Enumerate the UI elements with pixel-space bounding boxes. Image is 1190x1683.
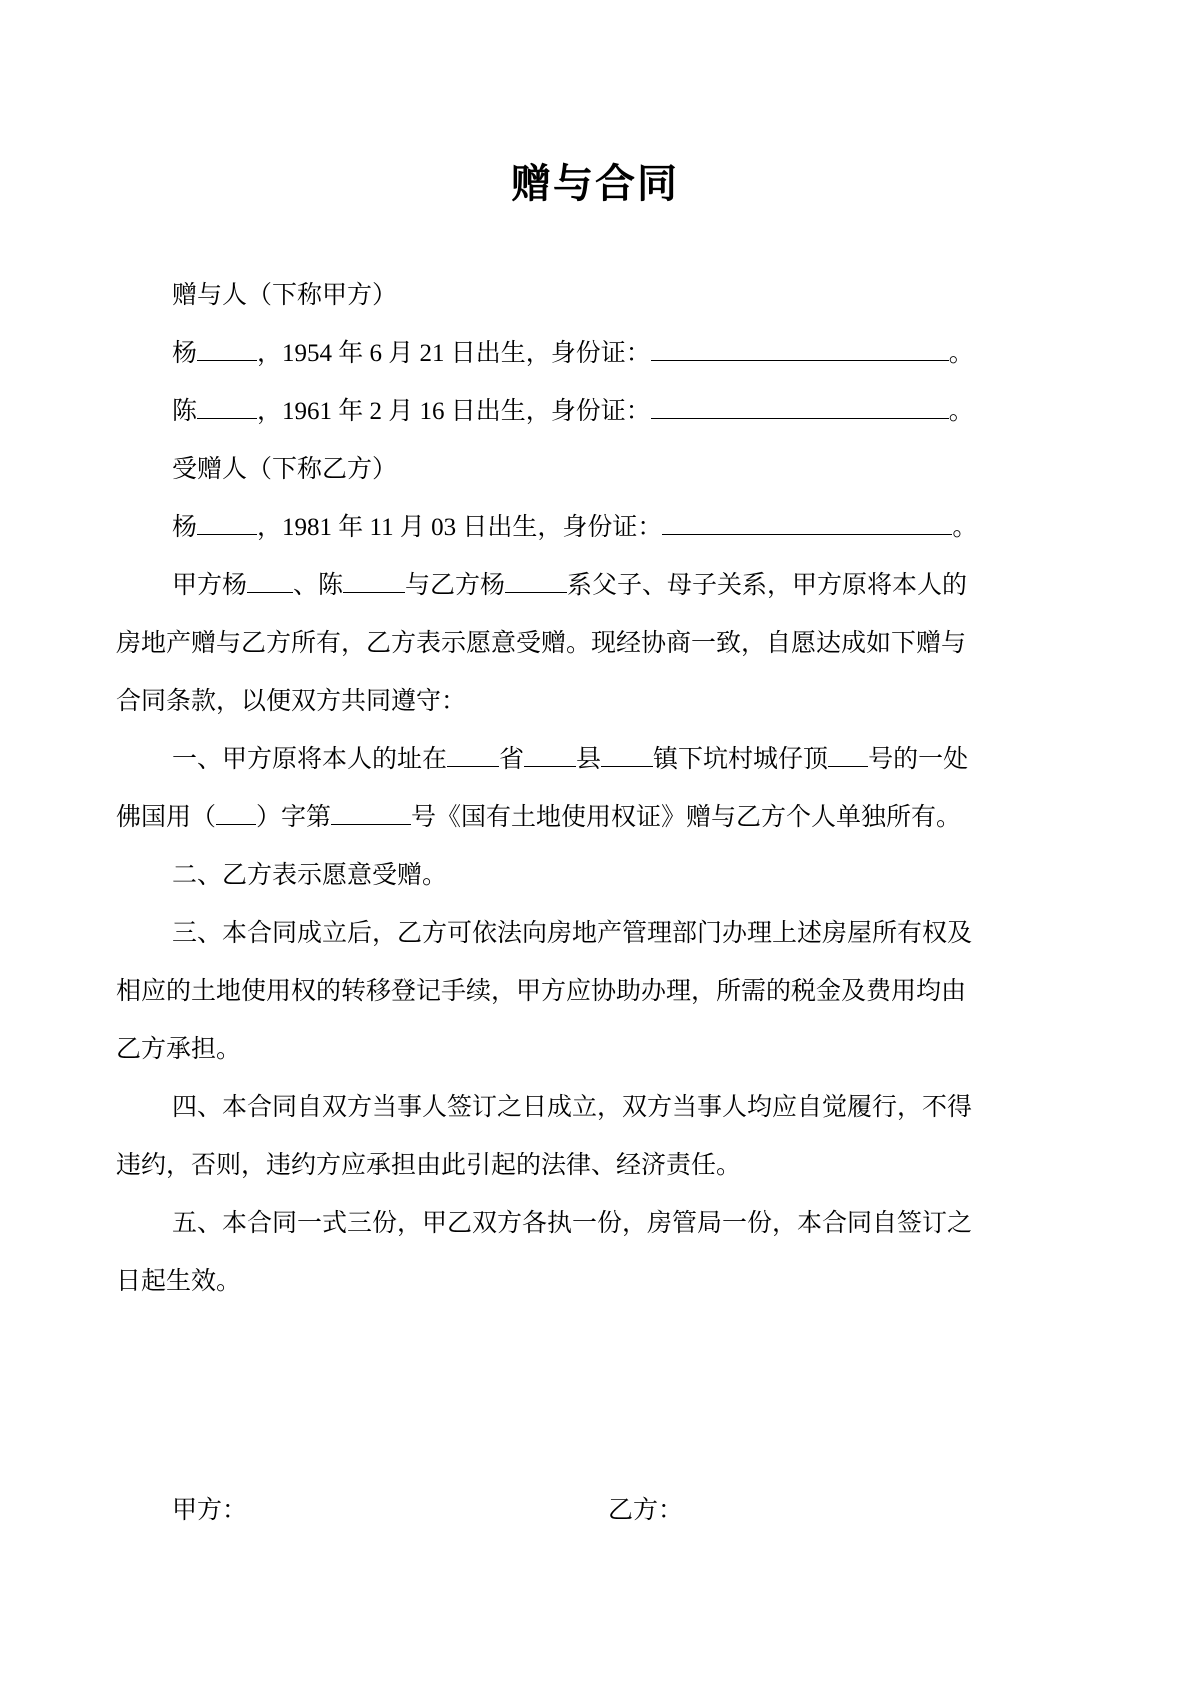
id-blank[interactable] xyxy=(662,512,952,535)
cert-number-blank[interactable] xyxy=(331,802,411,825)
clause2: 二、乙方表示愿意受赠。 xyxy=(172,862,448,889)
clause4-line-1: 四、本合同自双方当事人签订之日成立，双方当事人均应自觉履行，不得 xyxy=(172,1094,973,1121)
number-blank[interactable] xyxy=(828,744,868,767)
donor-header: 赠与人（下称甲方） xyxy=(172,282,398,309)
province-blank[interactable] xyxy=(447,744,499,767)
id-blank[interactable] xyxy=(651,396,949,419)
name-blank[interactable] xyxy=(197,512,257,535)
id-blank[interactable] xyxy=(651,338,949,361)
clause3-line-1: 三、本合同成立后，乙方可依法向房地产管理部门办理上述房屋所有权及 xyxy=(172,920,973,947)
clause3-line-3: 乙方承担。 xyxy=(116,1036,242,1063)
clause3-line-2: 相应的土地使用权的转移登记手续，甲方应协助办理，所需的税金及费用均由 xyxy=(116,978,967,1005)
clause5-line-1: 五、本合同一式三份，甲乙双方各执一份，房管局一份，本合同自签订之 xyxy=(172,1210,973,1237)
clause4-line-2: 违约，否则，违约方应承担由此引起的法律、经济责任。 xyxy=(116,1152,742,1179)
intro-line-3: 合同条款，以便双方共同遵守： xyxy=(116,688,467,715)
donor1-line: 杨 ，1954 年 6 月 21 日出生，身份证： 。 xyxy=(172,340,974,367)
donee-header: 受赠人（下称乙方） xyxy=(172,456,398,483)
signature-party-b: 乙方： xyxy=(608,1497,684,1524)
donor2-line: 陈 ，1961 年 2 月 16 日出生，身份证： 。 xyxy=(172,398,974,425)
year-blank[interactable] xyxy=(216,802,256,825)
document-title: 赠与合同 xyxy=(511,161,679,207)
donee1-line: 杨 ，1981 年 11 月 03 日出生，身份证： 。 xyxy=(172,514,978,541)
clause1-line-2: 佛国用（ ）字第 号《国有土地使用权证》赠与乙方个人单独所有。 xyxy=(116,804,962,831)
name-blank[interactable] xyxy=(197,338,257,361)
clause5-line-2: 日起生效。 xyxy=(116,1268,242,1295)
name-blank[interactable] xyxy=(343,570,405,593)
town-blank[interactable] xyxy=(601,744,653,767)
clause1-line-1: 一、甲方原将本人的址在 省 县 镇下坑村城仔顶 号的一处 xyxy=(172,746,969,773)
signature-party-a: 甲方： xyxy=(172,1497,248,1524)
name-blank[interactable] xyxy=(197,396,257,419)
intro-line-1: 甲方杨 、陈 与乙方杨 系父子、母子关系，甲方原将本人的 xyxy=(172,572,968,599)
name-blank[interactable] xyxy=(247,570,293,593)
intro-line-2: 房地产赠与乙方所有，乙方表示愿意受赠。现经协商一致，自愿达成如下赠与 xyxy=(116,630,967,657)
county-blank[interactable] xyxy=(524,744,576,767)
name-blank[interactable] xyxy=(505,570,567,593)
